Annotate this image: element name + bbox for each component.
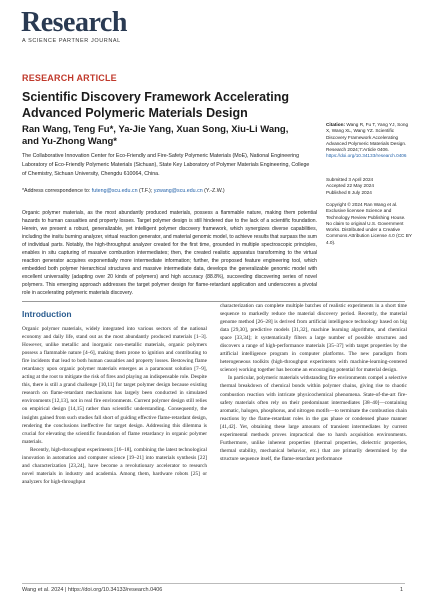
paragraph: In particular, polymeric materials withstanding fire environments compel a selective thermal breakdown of chemical bonds within polymer chains, giving rise to chaotic combustion reaction with intricate physicochemical phenomena. State-of-the-art fire-safety materials often rely on their predominant intermediates [38–40]—containing aromatic, halogen, phosphorus, and nitrogen motifs—to terminate the combustion chain reactions by the flame-retardant roles in the gas phase or condensed phase manner [41,42]. Yet, obtaining these large amounts of transient intermediates by current experimental methods proves impractical due to harsh acquisition environments. Furthermore, unlike inherent properties (thermal properties, dielectric properties, thermal stability, mechanical behavior, etc.) that are primarily determined by the structure sequence itself, the flame-retardant performance bbox=[220, 375, 407, 462]
authors-line-1: Ran Wang, Teng Fu*, Ya-Jie Yang, Xuan Song, Xiu-Li Wang, bbox=[22, 124, 289, 135]
article-type-label: RESEARCH ARTICLE bbox=[22, 73, 117, 83]
published-date: Published 8 July 2024 bbox=[326, 189, 372, 195]
citation-label: Citation: bbox=[326, 122, 346, 127]
correspondence-mid: (T.F.); bbox=[137, 188, 154, 194]
copyright-notice: Copyright © 2024 Ran Wang et al. Exclusive licensee Science and Technology Review Publishing House. No claim to original U.S. Government Works. Distributed under a Creative Commons Attribution License 4.0 (CC BY 4.0). bbox=[326, 202, 412, 245]
paragraph: Organic polymer materials, widely integrated into various sectors of the national economy and daily life, stand out as the most abundantly produced materials [1–3]. However, unlike metallic and inorganic non-metallic materials, organic polymers possess a flammable nature [4–6], making them prone to ignition and contributing to fire incidents that lead to both human casualties and property losses. Bestowing flame retardancy upon organic polymer materials emerges as a paramount solution [7–9], acting at the root to mitigate the risk of fires and playing an indispensable role. Despite this, there is still a grand challenge [10,11] for target polymer design because existing research on flame-retardant mechanisms has largely been conducted in simulated environments [12,13], not in real fire environments. Current polymer design still relies on empirical design [14,15] rather than scientific understanding. Consequently, the insights gained from such studies fall short of guiding effective flame-retardant design, rendering the conclusions ineffective for target design. Addressing this dilemma is crucial for elevating the scientific foundation of flame retardancy in organic polymer materials. bbox=[22, 326, 207, 445]
author-list bbox=[22, 124, 312, 148]
correspondence bbox=[22, 188, 312, 195]
abstract: Organic polymer materials, as the most abundantly produced materials, possess a flammable nature, making them potential hazards to human casualties and property losses. Target polymer design is still hindered due to the lack of a scientific foundation. Herein, we present a robust, generalizable, yet intelligent polymer discovery framework, which synergizes diverse capabilities, including the insitu burning analyzer, virtual reaction generator, and material genomic model, to achieve results that surpass the sum of individual parts. Notably, the high-throughput analyzer created for the first time, grounded in multiple spectroscopic principles, enables in situ capturing of massive combustion intermediates; then, the created realistic apparatus transforming to the virtual reaction generator acquires exponentially more intermediate information; further, the proposed feature engineering tool, which embedded both polymer hierarchical structures and massive intermediate data, develops the generalizable genomic model with excellent universality (adapting over 20 kinds of polymers) and high accuracy (88.8%), succeeding discovering series of novel polymers. This emerging approach addresses the target polymer design for flame-retardant application and underscores a pivotal role in accelerating polymeric materials discovery. bbox=[22, 210, 317, 297]
paragraph: characterization can complete multiple batches of realistic experiments in a short time sequence to markedly reduce the material discovery period. Recently, the material genome method [26–28] is derived from artificial intelligence technology based on big data [29,30], predictive models [31,32], machine learning algorithms, and chemical space [33,34]; it systematically filters a large number of possible structures and discovers a range of high-performance materials [35–37] with target properties by the artificial intelligence program in computer platforms. The new paradigm from heterogeneous toolkits (high-throughput experiments with machine-learning-centered science) working together has become an encouraging potential for material design. bbox=[220, 303, 407, 374]
correspondence-label: *Address correspondence to: bbox=[22, 188, 92, 194]
footer-citation: Wang et al. 2024 | https://doi.org/10.34133/research.0406 bbox=[22, 587, 163, 593]
article-title: Scientific Discovery Framework Accelerating Advanced Polymeric Materials Design bbox=[22, 90, 290, 120]
footer-divider bbox=[22, 583, 405, 584]
correspondence-end: (Y.-Z.W.) bbox=[202, 188, 225, 194]
citation-box bbox=[326, 122, 412, 160]
submitted-date: Submitted 3 April 2024 bbox=[326, 177, 374, 182]
doi-link[interactable]: https://doi.org/10.34133/research.0406 bbox=[326, 153, 407, 159]
email-link-1[interactable]: futeng@scu.edu.cn bbox=[91, 188, 138, 194]
introduction-heading: Introduction bbox=[22, 309, 72, 319]
email-link-2[interactable]: yzwang@scu.edu.cn bbox=[153, 188, 203, 194]
journal-logo: Research bbox=[21, 7, 127, 38]
affiliation: The Collaborative Innovation Center for Eco-Friendly and Fire-Safety Polymeric Materials (MoE), National Engineering Laboratory of Eco-Friendly Polymeric Materials (Sichuan), State Key Laboratory of Polymer Materials Engineering, College of Chemistry, Sichuan University, Chengdu 610064, China. bbox=[22, 153, 310, 177]
page-number: 1 bbox=[400, 587, 404, 593]
article-dates bbox=[326, 177, 412, 196]
body-column-left bbox=[22, 325, 207, 486]
journal-subtitle: A SCIENCE PARTNER JOURNAL bbox=[22, 38, 121, 44]
body-column-right bbox=[220, 302, 407, 463]
paragraph: Recently, high-throughput experiments [16–18], combining the latest technological innovation in automation and computer science [19–21] into materials synthesis [22] and characterization [23,24], have become a revolutionary accelerator to research novel materials in industry and academia. Among them, hardware robots [25] or analyzers for high-throughput bbox=[22, 446, 207, 485]
authors-line-2: and Yu-Zhong Wang* bbox=[22, 136, 117, 147]
citation-text: Wang R, Fu T, Yang YJ, Song X, Wang XL, Wang YZ. Scientific Discovery Framework Accelerating Advanced Polymeric Materials Design. Research 2024;7:Article 0406. bbox=[326, 122, 409, 153]
accepted-date: Accepted 22 May 2024 bbox=[326, 183, 374, 189]
